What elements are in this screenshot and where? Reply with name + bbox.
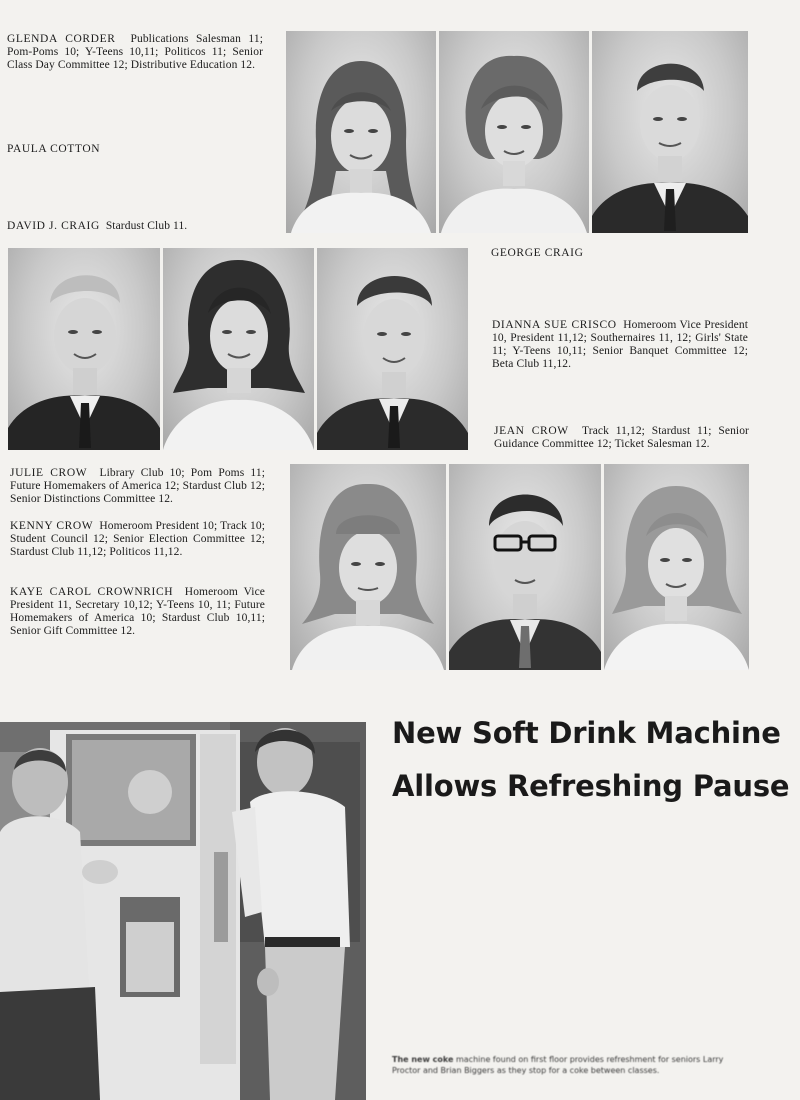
student-name: KENNY CROW (10, 520, 94, 532)
entry-dianna-crisco (492, 319, 748, 371)
portrait-kenny-crow (449, 464, 601, 670)
entry-paula-cotton (7, 143, 263, 156)
portrait-dianna-crisco (163, 248, 314, 450)
entry-julie-crow (10, 467, 265, 506)
student-name: DIANNA SUE CRISCO (492, 319, 617, 331)
caption-text: machine found on first floor provides refreshment for seniors Larry Proctor and Brian Biggers as they stop for a coke between classes. (392, 1055, 724, 1075)
student-name: GEORGE CRAIG (491, 247, 584, 259)
photo-caption (392, 1054, 752, 1076)
portrait-george-craig (8, 248, 160, 450)
caption-lead: The new coke (392, 1055, 454, 1064)
portrait-dianna-crisco-2 (317, 248, 468, 450)
entry-jean-crow (494, 425, 749, 451)
portrait-julie-crow (290, 464, 446, 670)
entry-kaye-crownrich (10, 586, 265, 638)
portrait-david-craig (592, 31, 748, 233)
portrait-kaye-crownrich (604, 464, 749, 670)
student-activities: Stardust Club 11. (105, 220, 188, 232)
portrait-glenda-corder (286, 31, 436, 233)
student-name: PAULA COTTON (7, 143, 101, 155)
student-activities: Homeroom Vice President 10, President 11,12; Southernaires 11, 12; Girls' State 11; Y-Teens 10,11; Senior Banquet Committee 12; Beta Club 11,12. (492, 319, 748, 370)
student-activities: Publications Salesman 11; Pom-Poms 10; Y-Teens 10,11; Politicos 11; Senior Class Day Committee 12; Distributive Education 12. (7, 33, 263, 71)
article-headline-line-2: Allows Refreshing Pause (392, 769, 790, 803)
student-activities: Homeroom Vice President 11, Secretary 10,12; Y-Teens 10, 11; Future Homemakers of America 10; Stardust Club 10,11; Senior Gift Committee 12. (10, 586, 266, 637)
portrait-paula-cotton (439, 31, 589, 233)
student-name: KAYE CAROL CROWNRICH (10, 586, 174, 598)
article-headline-line-1: New Soft Drink Machine (392, 716, 781, 750)
student-name: JEAN CROW (494, 425, 569, 437)
candid-photo-soft-drink-machine (0, 722, 366, 1100)
student-activities: Track 11,12; Stardust 11; Senior Guidance Committee 12; Ticket Salesman 12. (494, 425, 749, 450)
student-activities: Homeroom President 10; Track 10; Student Council 12; Senior Election Committee 12; Stardust Club 11,12; Politicos 11,12. (10, 520, 265, 558)
student-name: JULIE CROW (10, 467, 88, 479)
entry-kenny-crow (10, 520, 265, 559)
student-name: GLENDA CORDER (7, 33, 116, 45)
student-activities: Library Club 10; Pom Poms 11; Future Homemakers of America 12; Stardust Club 12; Senior Distinctions Committee 12. (10, 467, 265, 505)
entry-glenda-corder (7, 33, 263, 72)
entry-david-craig (7, 220, 263, 233)
student-name: DAVID J. CRAIG (7, 220, 100, 232)
entry-george-craig (491, 247, 749, 260)
